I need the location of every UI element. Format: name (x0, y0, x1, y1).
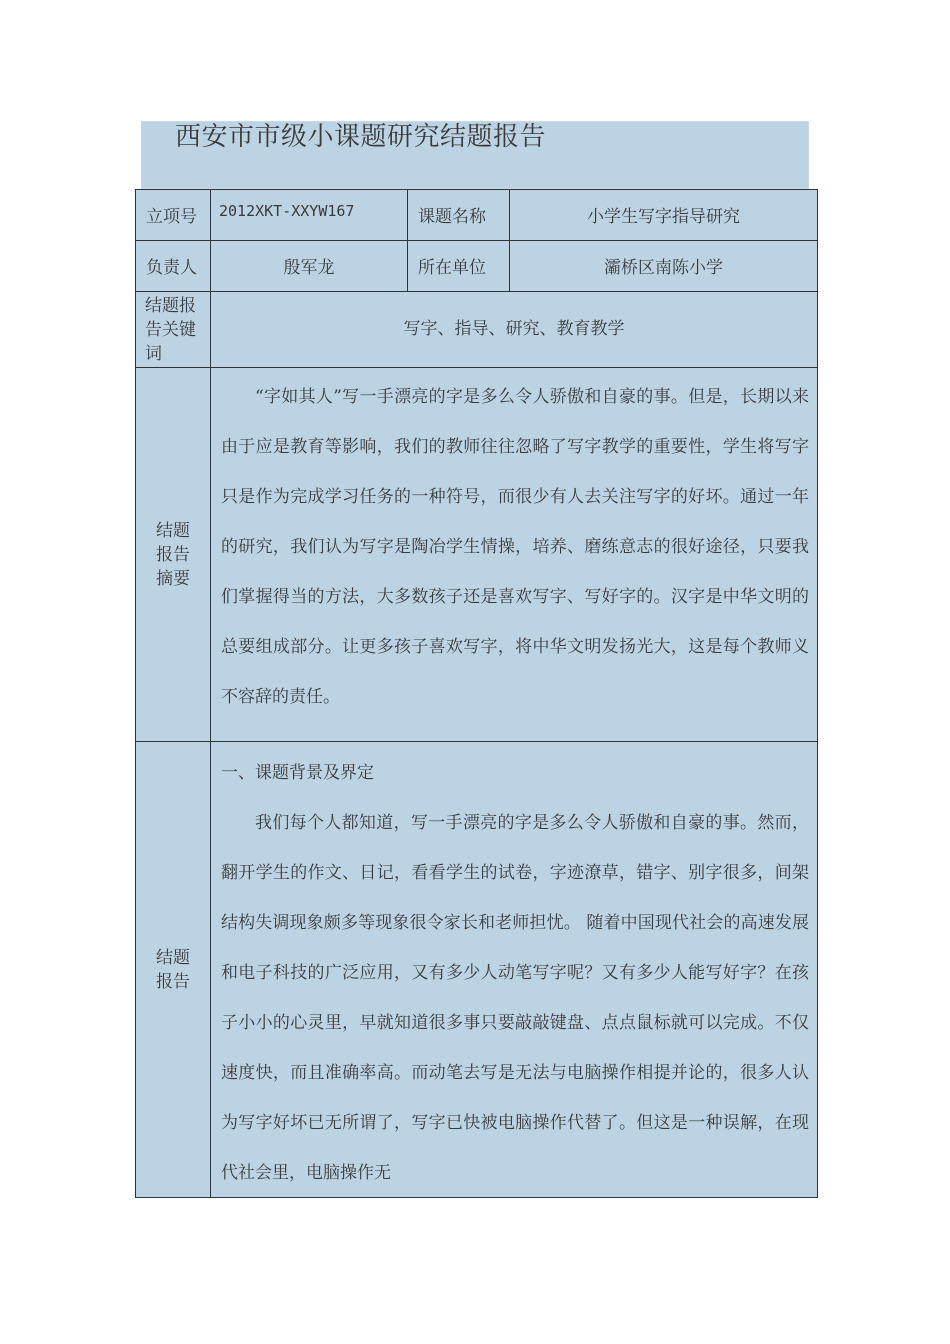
value-project-number: 2012XKT-XXYW167 (211, 190, 408, 241)
label-topic-name: 课题名称 (408, 190, 510, 241)
row-project-number (136, 190, 818, 241)
report-body: 我们每个人都知道，写一手漂亮的字是多么令人骄傲和自豪的事。然而，翻开学生的作文、日记，看看学生的试卷，字迹潦草，错字、别字很多，间架结构失调现象颇多等现象很令家长和老师担忧。 随着中国现代社会的高速发展和电子科技的广泛应用，又有多少人动笔写字呢？又有多少人能写好字？在孩子小小的心灵里，早就知道很多事只要敲敲键盘、点点鼠标就可以完成。不仅速度快，而且准确率高。而动笔去写是无法与电脑操作相提并论的，很多人认为写字好坏已无所谓了，写字已快被电脑操作代替了。但这是一种误解，在现代社会里，电脑操作无 (221, 813, 809, 1183)
title-box (141, 121, 809, 189)
value-keywords: 写字、指导、研究、教育教学 (211, 292, 818, 368)
value-topic-name: 小学生写字指导研究 (510, 190, 818, 241)
label-unit: 所在单位 (408, 241, 510, 292)
label-project-number: 立项号 (136, 190, 211, 241)
label-keywords: 结题报告关键词 (136, 292, 211, 368)
report-heading: 一、课题背景及界定 (221, 763, 374, 783)
value-responsible: 殷军龙 (211, 241, 408, 292)
label-report: 结题报告 (136, 742, 211, 1198)
page-title: 西安市市级小课题研究结题报告 (175, 122, 547, 152)
row-summary (136, 368, 818, 742)
row-keywords (136, 292, 818, 368)
label-responsible: 负责人 (136, 241, 211, 292)
value-unit: 灞桥区南陈小学 (510, 241, 818, 292)
row-responsible (136, 241, 818, 292)
report-section (211, 742, 817, 1197)
row-report (136, 742, 818, 1198)
report-form-table (135, 189, 818, 1198)
value-report (211, 742, 818, 1198)
label-summary: 结题报告摘要 (136, 368, 211, 742)
value-summary: “字如其人”写一手漂亮的字是多么令人骄傲和自豪的事。但是，长期以来由于应是教育等影响，我们的教师往往忽略了写字教学的重要性，学生将写字只是作为完成学习任务的一种符号，而很少有人去关注写字的好坏。通过一年的研究，我们认为写字是陶冶学生情操，培养、磨练意志的很好途径，只要我们掌握得当的方法，大多数孩子还是喜欢写字、写好字的。汉字是中华文明的总要组成部分。让更多孩子喜欢写字，将中华文明发扬光大，这是每个教师义不容辞的责任。 (211, 368, 818, 742)
